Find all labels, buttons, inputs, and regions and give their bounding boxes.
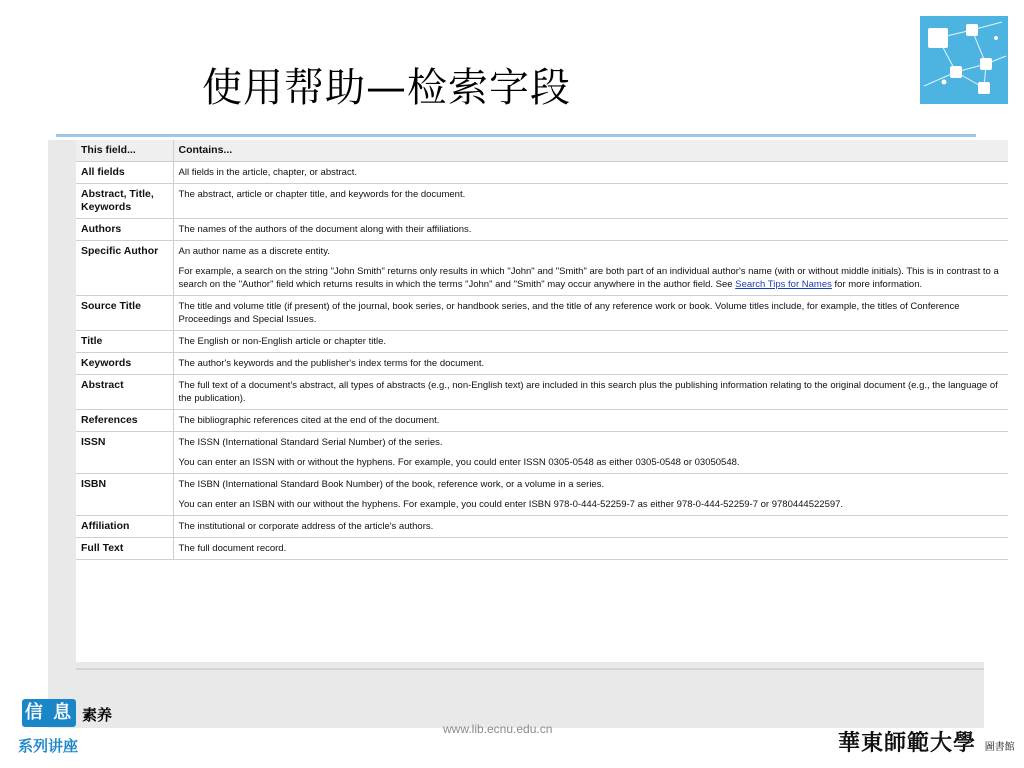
header-field: This field...: [76, 140, 173, 162]
library-name: 圖書館: [984, 742, 1015, 753]
field-description: [173, 538, 1008, 560]
description-paragraph: [179, 414, 1005, 427]
description-paragraph: [179, 436, 1005, 449]
field-name: ISSN: [76, 432, 173, 474]
field-description: [173, 184, 1008, 219]
slide-title: 使用帮助—检索字段: [202, 65, 571, 111]
description-text: The ISBN (International Standard Book Number) of the book, reference work, or a volume in a series.: [178, 479, 605, 490]
field-description: [173, 219, 1008, 241]
description-paragraph: [179, 265, 1005, 291]
description-text: You can enter an ISBN with our without the hyphens. For example, you could enter ISBN 978-0-444-52259-7 as either 978-0-444-52259-7 or 9780444522597.: [178, 499, 844, 510]
field-name: Specific Author: [76, 241, 173, 296]
description-paragraph: [179, 379, 1005, 405]
series-label: 系列讲座: [18, 737, 79, 755]
description-text: The English or non-English article or chapter title.: [178, 336, 387, 347]
description-paragraph: [179, 245, 1005, 258]
description-paragraph: [179, 223, 1005, 236]
table-row: [76, 375, 1008, 410]
table-row: [76, 219, 1008, 241]
table-header-row: [76, 140, 1008, 162]
field-name: Authors: [76, 219, 173, 241]
screenshot-bottom-edge: [76, 668, 984, 670]
field-name: Abstract: [76, 375, 173, 410]
table-row: [76, 353, 1008, 375]
description-text: for more information.: [831, 279, 923, 290]
field-name: References: [76, 410, 173, 432]
library-url[interactable]: www.lib.ecnu.edu.cn: [443, 722, 553, 736]
description-paragraph: [179, 542, 1005, 555]
description-paragraph: [179, 300, 1005, 326]
table-row: [76, 474, 1008, 516]
field-name: All fields: [76, 162, 173, 184]
network-nodes-icon: [920, 16, 1008, 104]
description-text: The title and volume title (if present) of the journal, book series, or handbook series, and the title of any reference work or book. Volume titles include, for example, the titles of Conference Proceedings and Special Issues.: [178, 301, 960, 325]
description-text: You can enter an ISSN with or without the hyphens. For example, you could enter ISSN 0305-0548 as either 0305-0548 or 03050548.: [178, 457, 740, 468]
field-name: Abstract, Title, Keywords: [76, 184, 173, 219]
description-text: The bibliographic references cited at the end of the document.: [178, 415, 440, 426]
description-text: The institutional or corporate address of the article's authors.: [178, 521, 434, 532]
table-row: [76, 184, 1008, 219]
field-description: [173, 375, 1008, 410]
field-name: Full Text: [76, 538, 173, 560]
table-row: [76, 538, 1008, 560]
table-row: [76, 296, 1008, 331]
search-fields-table-panel: [76, 140, 1008, 662]
table-row: [76, 432, 1008, 474]
description-text: The author's keywords and the publisher's index terms for the document.: [178, 358, 485, 369]
description-paragraph: [179, 520, 1005, 533]
description-paragraph: [179, 456, 1005, 469]
field-name: Affiliation: [76, 516, 173, 538]
search-tips-link[interactable]: Search Tips for Names: [735, 279, 832, 290]
field-description: [173, 331, 1008, 353]
table-row: [76, 410, 1008, 432]
description-paragraph: [179, 357, 1005, 370]
series-badge: 信 息: [22, 699, 76, 727]
field-name: ISBN: [76, 474, 173, 516]
description-text: The abstract, article or chapter title, and keywords for the document.: [178, 189, 466, 200]
description-text: The ISSN (International Standard Serial Number) of the series.: [178, 437, 443, 448]
field-description: [173, 353, 1008, 375]
header-contains: Contains...: [173, 140, 1008, 162]
description-text: The full text of a document's abstract, all types of abstracts (e.g., non-English text) are included in this search plus the publishing information relating to the original document (e.g., the language of the publication).: [178, 380, 998, 404]
table-row: [76, 162, 1008, 184]
field-name: Title: [76, 331, 173, 353]
search-fields-table: [76, 140, 1008, 560]
field-description: [173, 241, 1008, 296]
description-text: The full document record.: [178, 543, 287, 554]
field-name: Keywords: [76, 353, 173, 375]
university-logo: [838, 726, 1015, 757]
field-description: [173, 474, 1008, 516]
field-description: [173, 296, 1008, 331]
description-text: For example, a search on the string "John Smith" returns only results in which "John" and "Smith" are both part of an individual author's name (with or without middle initials). This is in contrast to a search on the "Author" field which returns results in which the terms "John" and "Smith" may occur anywhere in the author field. See: [178, 266, 999, 290]
description-text: All fields in the article, chapter, or abstract.: [178, 167, 357, 178]
table-row: [76, 331, 1008, 353]
field-description: [173, 410, 1008, 432]
table-row: [76, 241, 1008, 296]
field-name: Source Title: [76, 296, 173, 331]
description-paragraph: [179, 498, 1005, 511]
field-description: [173, 162, 1008, 184]
description-paragraph: [179, 335, 1005, 348]
university-name: 華東師範大學: [838, 730, 977, 756]
description-text: The names of the authors of the document along with their affiliations.: [178, 224, 472, 235]
title-divider: [56, 134, 976, 137]
table-row: [76, 516, 1008, 538]
series-badge-suffix: 素养: [82, 706, 113, 724]
description-paragraph: [179, 478, 1005, 491]
description-paragraph: [179, 166, 1005, 179]
description-text: An author name as a discrete entity.: [178, 246, 330, 257]
field-description: [173, 432, 1008, 474]
description-paragraph: [179, 188, 1005, 201]
field-description: [173, 516, 1008, 538]
